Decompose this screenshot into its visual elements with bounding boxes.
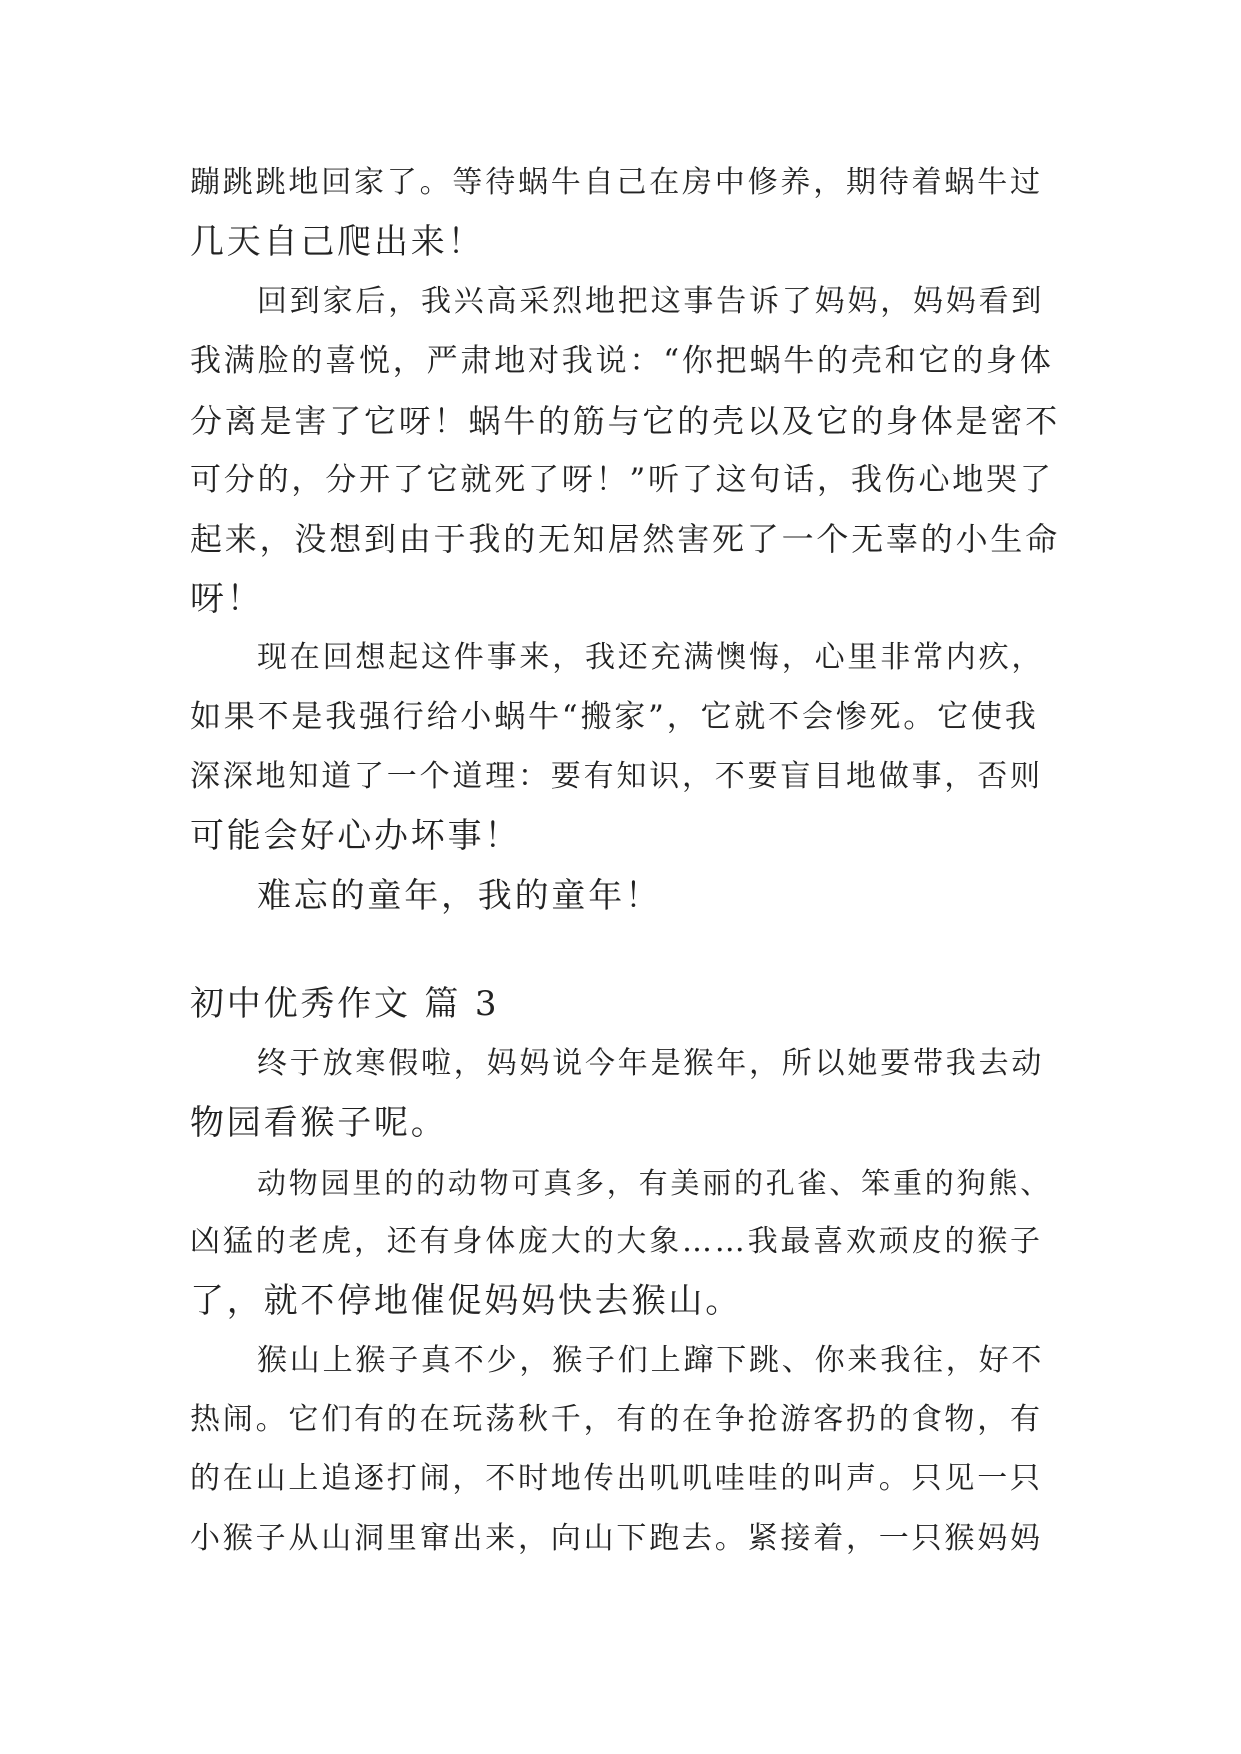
paragraph-line: 回到家后，我兴高采烈地把这事告诉了妈妈，妈妈看到: [257, 284, 1045, 319]
paragraph-line: 分离是害了它呀！蜗牛的筋与它的壳以及它的身体是密不: [190, 402, 1061, 440]
paragraph-line: 蹦跳跳地回家了。等待蜗牛自己在房中修养，期待着蜗牛过: [190, 165, 1043, 200]
paragraph-line: 的在山上追逐打闹，不时地传出叽叽哇哇的叫声。只见一只: [190, 1461, 1043, 1496]
paragraph-line: 小猴子从山洞里窜出来，向山下跑去。紧接着，一只猴妈妈: [190, 1521, 1043, 1556]
paragraph-line: 热闹。它们有的在玩荡秋千，有的在争抢游客扔的食物，有: [190, 1402, 1043, 1437]
paragraph-line: 几天自己爬出来！: [190, 222, 485, 262]
paragraph-line: 凶猛的老虎，还有身体庞大的大象……我最喜欢顽皮的猴子: [190, 1224, 1043, 1259]
paragraph-line: 我满脸的喜悦，严肃地对我说：“你把蜗牛的壳和它的身体: [190, 343, 1054, 379]
paragraph-line: 了，就不停地催促妈妈快去猴山。: [190, 1281, 742, 1321]
paragraph-line: 物园看猴子呢。: [190, 1103, 448, 1143]
section-heading: 初中优秀作文 篇 3: [190, 984, 500, 1024]
paragraph-line: 猴山上猴子真不少，猴子们上蹿下跳、你来我往，好不: [257, 1343, 1045, 1378]
paragraph-line: 可能会好心办坏事！: [190, 816, 522, 856]
paragraph-line: 如果不是我强行给小蜗牛“搬家”，它就不会惨死。它使我: [190, 699, 1039, 735]
paragraph-line: 呀！: [190, 579, 264, 619]
paragraph-line: 难忘的童年，我的童年！: [257, 876, 662, 916]
paragraph-line: 可分的，分开了它就死了呀！”听了这句话，我伤心地哭了: [190, 462, 1054, 498]
paragraph-line: 现在回想起这件事来，我还充满懊悔，心里非常内疚，: [257, 640, 1045, 675]
paragraph-line: 起来，没想到由于我的无知居然害死了一个无辜的小生命: [190, 520, 1061, 558]
paragraph-line: 终于放寒假啦，妈妈说今年是猴年，所以她要带我去动: [257, 1046, 1045, 1081]
paragraph-line: 动物园里的的动物可真多，有美丽的孔雀、笨重的狗熊、: [257, 1166, 1053, 1200]
paragraph-line: 深深地知道了一个道理：要有知识，不要盲目地做事，否则: [190, 759, 1043, 794]
